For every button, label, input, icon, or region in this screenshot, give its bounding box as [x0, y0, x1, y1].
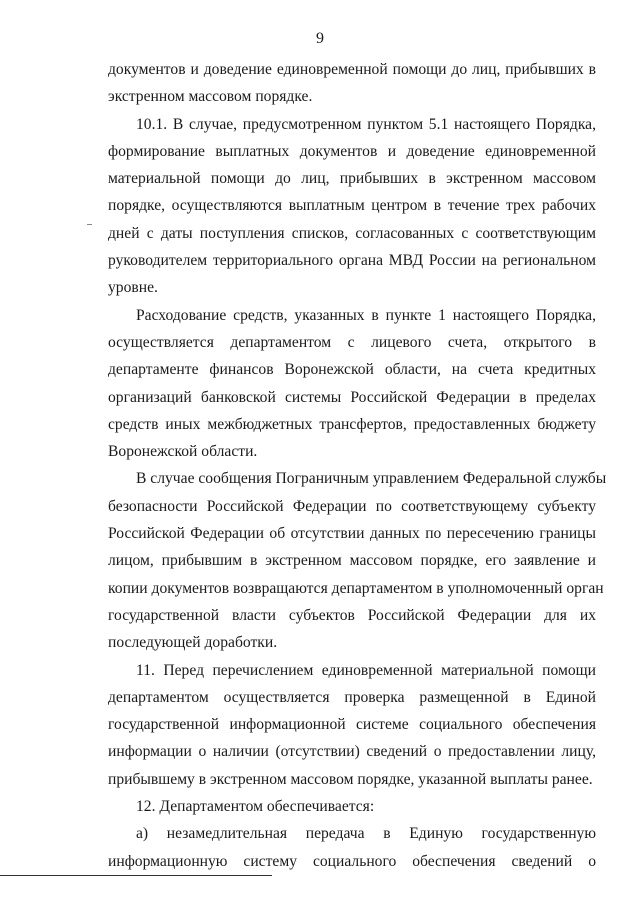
text-line: государственной информационной системе социального обеспечения	[108, 716, 596, 734]
footer-rule	[0, 875, 272, 876]
text-line: организаций банковской системы Российской Федерации в пределах	[108, 388, 596, 406]
text-line: средств иных межбюджетных трансфертов, предоставленных бюджету	[108, 415, 596, 433]
margin-mark	[87, 224, 92, 225]
text-line: Российской Федерации об отсутствии данных по пересечению границы	[108, 525, 596, 543]
text-line: документов и доведение единовременной помощи до лиц, прибывших в	[108, 61, 596, 78]
page-number: 9	[316, 30, 324, 47]
text-line: а) незамедлительная передача в Единую государственную	[136, 825, 596, 843]
document-body	[108, 56, 607, 875]
text-line: порядке, осуществляются выплатным центром в течение трех рабочих	[108, 197, 596, 215]
text-line: 12. Департаментом обеспечивается:	[136, 798, 375, 816]
text-line: В случае сообщения Пограничным управлением Федеральной службы	[136, 470, 607, 488]
text-line: информации о наличии (отсутствии) сведений о предоставлении лицу,	[108, 743, 596, 761]
text-line: департаментом осуществляется проверка размещенной в Единой	[108, 688, 596, 706]
text-line: департаменте финансов Воронежской области, на счета кредитных	[108, 361, 596, 379]
text-line: информационную систему социального обеспечения сведений о	[108, 852, 596, 870]
text-line: 10.1. В случае, предусмотренном пунктом 5.1 настоящего Порядка,	[136, 115, 596, 133]
text-line: дней с даты поступления списков, согласованных с соответствующим	[108, 224, 596, 242]
text-line: формирование выплатных документов и доведение единовременной	[108, 142, 596, 160]
text-line: осуществляется департаментом с лицевого счета, открытого в	[108, 333, 596, 351]
text-line: уровне.	[108, 279, 158, 297]
text-line: последующей доработки.	[108, 634, 278, 652]
text-line: копии документов возвращаются департаментом в уполномоченный орган	[108, 579, 604, 597]
text-line: 11. Перед перечислением единовременной материальной помощи	[136, 661, 596, 679]
text-line: Воронежской области.	[108, 443, 258, 461]
text-line: экстренном массовом порядке.	[108, 88, 313, 106]
text-line: материальной помощи до лиц, прибывших в экстренном массовом	[108, 170, 596, 188]
text-line: лицом, прибывшим в экстренном массовом порядке, его заявление и	[108, 552, 596, 570]
text-line: государственной власти субъектов Российской Федерации для их	[108, 606, 596, 624]
text-line: прибывшему в экстренном массовом порядке, указанной выплаты ранее.	[108, 770, 593, 788]
text-line: безопасности Российской Федерации по соответствующему субъекту	[108, 497, 596, 515]
text-line: руководителем территориального органа МВД России на региональном	[108, 252, 596, 270]
text-line: Расходование средств, указанных в пункте 1 настоящего Порядка,	[136, 306, 596, 324]
